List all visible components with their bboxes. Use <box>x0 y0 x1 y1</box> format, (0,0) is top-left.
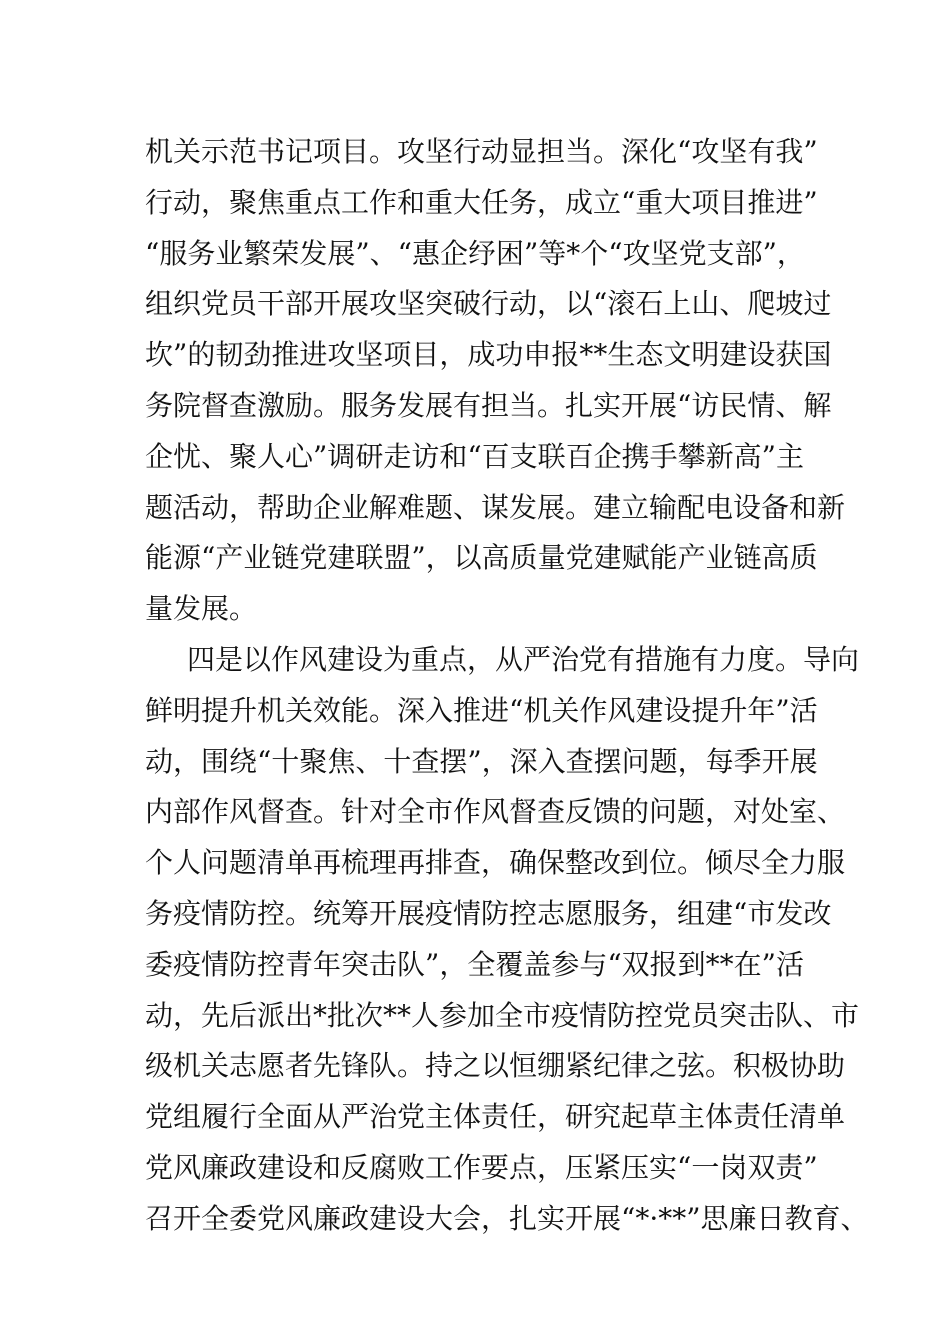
text-line: 务院督查激励。服务发展有担当。扎实开展“访民情、解 <box>145 388 832 422</box>
text-line: 召开全委党风廉政建设大会，扎实开展“*·**”思廉日教育、 <box>145 1201 869 1235</box>
paragraph-start-line: 四是以作风建设为重点，从严治党有措施有力度。导向 <box>187 642 860 676</box>
text-line: 委疫情防控青年突击队”，全覆盖参与“双报到**在”活 <box>145 947 804 981</box>
text-line: 动，围绕“十聚焦、十查摆”，深入查摆问题，每季开展 <box>145 744 818 778</box>
text-line: 坎”的韧劲推进攻坚项目，成功申报**生态文明建设获国 <box>145 338 832 372</box>
body-text <box>145 127 869 1245</box>
text-line: 行动，聚焦重点工作和重大任务，成立“重大项目推进” <box>145 185 818 219</box>
text-line: 组织党员干部开展攻坚突破行动，以“滚石上山、爬坡过 <box>145 287 832 321</box>
text-line: 党组履行全面从严治党主体责任，研究起草主体责任清单 <box>145 1100 846 1134</box>
text-line: 务疫情防控。统筹开展疫情防控志愿服务，组建“市发改 <box>145 896 832 930</box>
text-line: 能源“产业链党建联盟”，以高质量党建赋能产业链高质 <box>145 541 818 575</box>
text-line: 企忧、聚人心”调研走访和“百支联百企携手攀新高”主 <box>145 439 804 473</box>
text-line: 内部作风督查。针对全市作风督查反馈的问题，对处室、 <box>145 795 846 829</box>
text-line: 党风廉政建设和反腐败工作要点，压紧压实“一岗双责” <box>145 1150 818 1184</box>
text-line: “服务业繁荣发展”、“惠企纾困”等*个“攻坚党支部”， <box>145 236 805 270</box>
text-line: 动，先后派出*批次**人参加全市疫情防控党员突击队、市 <box>145 998 860 1032</box>
text-line: 机关示范书记项目。攻坚行动显担当。深化“攻坚有我” <box>145 135 818 168</box>
text-line: 题活动，帮助企业解难题、谋发展。建立输配电设备和新 <box>145 490 846 524</box>
text-line: 个人问题清单再梳理再排查，确保整改到位。倾尽全力服 <box>145 846 846 880</box>
text-line: 级机关志愿者先锋队。持之以恒绷紧纪律之弦。积极协助 <box>145 1049 846 1083</box>
text-line: 鲜明提升机关效能。深入推进“机关作风建设提升年”活 <box>145 693 818 727</box>
text-line: 量发展。 <box>145 592 258 626</box>
